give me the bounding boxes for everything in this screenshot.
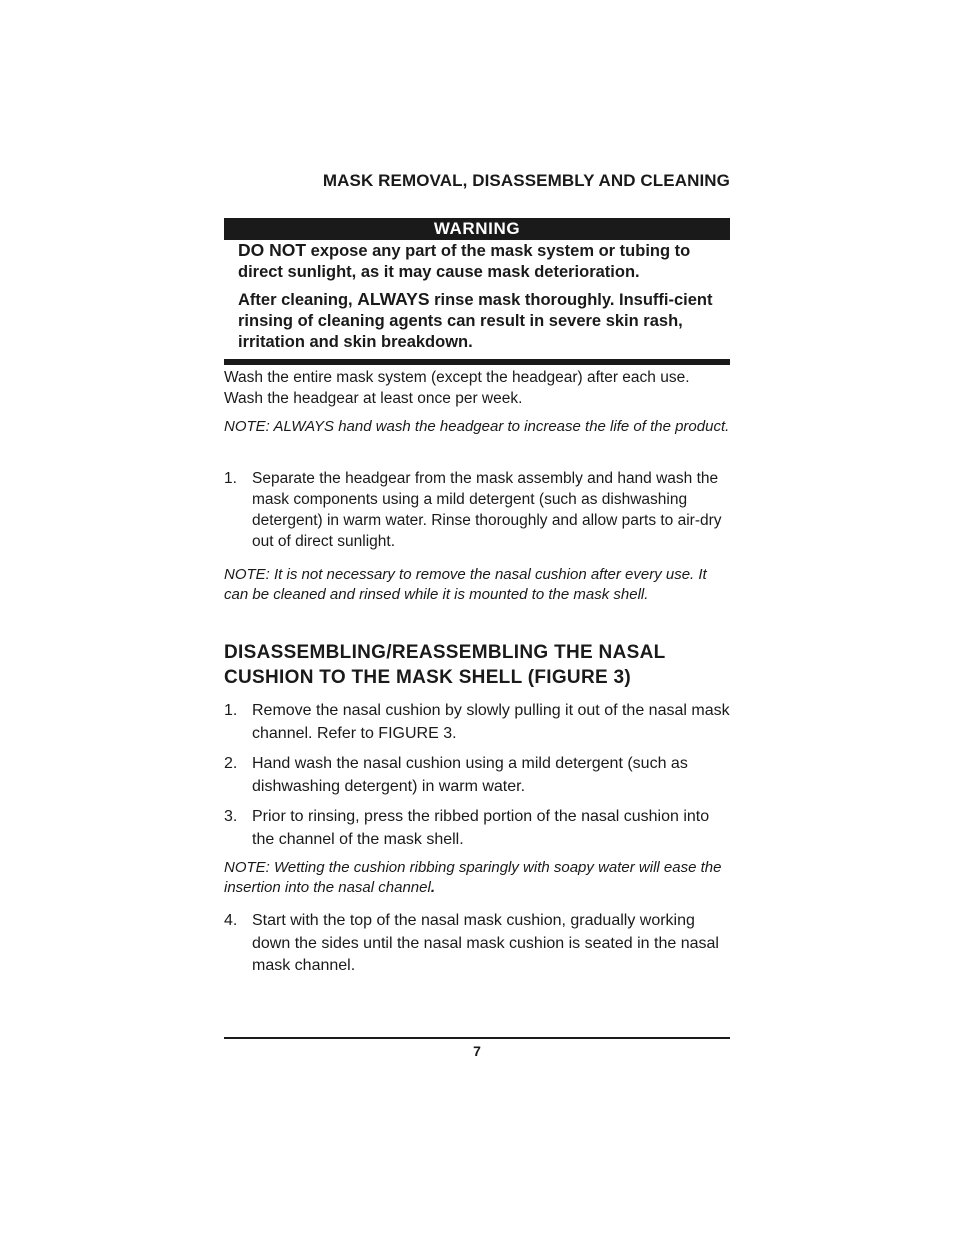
warning-do-not: DO NOT — [238, 240, 307, 260]
page-header-title: MASK REMOVAL, DISASSEMBLY AND CLEANING — [322, 171, 730, 190]
section-step-4 — [224, 910, 730, 978]
intro-step-1 — [224, 468, 730, 552]
section-note — [224, 858, 730, 898]
section-step-3-number: 3. — [224, 808, 238, 825]
intro-step-1-text: Separate the headgear from the mask assembly and hand wash the mask components using a mild detergent (such as dishwashing detergent) in warm water. Rinse thoroughly and allow parts to air-dry out of direct sunlight. — [252, 470, 722, 550]
section-step-2 — [224, 753, 730, 798]
intro-note-2-block — [224, 565, 730, 605]
section-step-2-text: Hand wash the nasal cushion using a mild detergent (such as dishwashing detergent) in warm water. — [252, 755, 688, 795]
section-note-block — [224, 858, 730, 898]
section-step-2-number: 2. — [224, 755, 238, 772]
section-steps-1-3 — [224, 700, 730, 859]
warning-paragraph-2 — [238, 289, 724, 353]
section-note-text: NOTE: Wetting the cushion ribbing sparingly with soapy water will ease the insertion into the nasal channel — [224, 859, 722, 896]
page-number: 7 — [473, 1043, 481, 1059]
section-step-4-block — [224, 910, 730, 986]
section-step-1 — [224, 700, 730, 745]
warning-always: ALWAYS — [357, 289, 430, 309]
warning-text-1: expose any part of the mask system or tubing to direct sunlight, as it may cause mask deterioration. — [238, 242, 691, 281]
intro-note-1-block — [224, 417, 730, 437]
footer-rule — [224, 1037, 730, 1039]
section-heading: DISASSEMBLING/REASSEMBLING THE NASAL CUSHION TO THE MASK SHELL (FIGURE 3) — [224, 642, 666, 688]
warning-text-2b: rinse mask thoroughly. Insuffi-cient rinsing of cleaning agents can result in severe skin rash, irritation and skin breakdown. — [238, 291, 713, 351]
warning-box — [224, 218, 730, 365]
warning-text-2a: After cleaning, — [238, 291, 358, 309]
warning-paragraph-1 — [238, 240, 724, 283]
intro-section — [224, 367, 730, 409]
section-step-4-text: Start with the top of the nasal mask cushion, gradually working down the sides until the nasal mask cushion is seated in the nasal mask channel. — [252, 912, 719, 974]
section-step-1-number: 1. — [224, 702, 238, 719]
section-step-1-text: Remove the nasal cushion by slowly pulling it out of the nasal mask channel. Refer to FIGURE 3. — [252, 702, 730, 742]
warning-label: WARNING — [224, 218, 730, 240]
section-note-period: . — [430, 879, 435, 896]
intro-note-2: NOTE: It is not necessary to remove the nasal cushion after every use. It can be cleaned and rinsed while it is mounted to the mask shell. — [224, 566, 707, 603]
intro-step-block — [224, 468, 730, 552]
section-step-3 — [224, 806, 730, 851]
section-step-3-text: Prior to rinsing, press the ribbed portion of the nasal cushion into the channel of the mask shell. — [252, 808, 710, 848]
intro-paragraph: Wash the entire mask system (except the headgear) after each use. Wash the headgear at least once per week. — [224, 369, 690, 407]
warning-text — [238, 240, 724, 353]
intro-step-1-number: 1. — [224, 470, 237, 487]
section-step-4-number: 4. — [224, 912, 238, 929]
intro-note-1: NOTE: ALWAYS hand wash the headgear to increase the life of the product. — [224, 418, 730, 435]
